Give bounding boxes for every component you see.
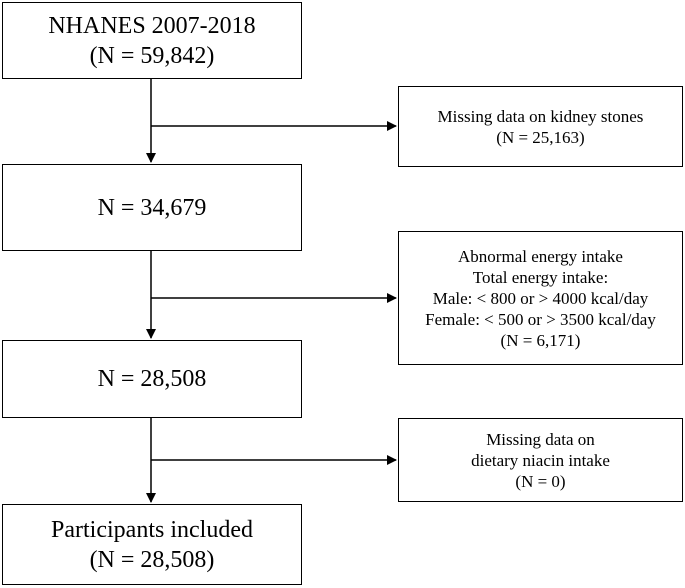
box-exclusion-niacin-reason-2: dietary niacin intake <box>471 450 610 470</box>
box-participants-included-title: Participants included <box>51 516 253 543</box>
box-exclusion-kidney-stones <box>398 86 683 167</box>
box-after-energy-exclusion <box>2 340 302 418</box>
box-exclusion-energy-intake-female-criteria: Female: < 500 or > 3500 kcal/day <box>425 309 656 329</box>
box-after-energy-exclusion-count: N = 28,508 <box>97 366 207 392</box>
box-exclusion-energy-intake <box>398 231 683 365</box>
box-exclusion-energy-intake-criteria-title: Total energy intake: <box>472 267 609 287</box>
box-exclusion-kidney-stones-reason: Missing data on kidney stones <box>437 106 644 126</box>
box-after-kidney-exclusion <box>2 164 302 251</box>
box-nhanes-total-title: NHANES 2007-2018 <box>48 12 256 39</box>
box-nhanes-total <box>2 2 302 79</box>
box-exclusion-niacin-count: (N = 0) <box>515 471 566 491</box>
box-nhanes-total-count: (N = 59,842) <box>89 42 215 69</box>
box-exclusion-energy-intake-reason: Abnormal energy intake <box>458 246 623 266</box>
box-participants-included-count: (N = 28,508) <box>89 546 215 573</box>
box-exclusion-energy-intake-count: (N = 6,171) <box>500 330 581 350</box>
box-exclusion-niacin <box>398 418 683 502</box>
box-exclusion-niacin-reason-1: Missing data on <box>486 429 595 449</box>
box-exclusion-energy-intake-male-criteria: Male: < 800 or > 4000 kcal/day <box>432 288 649 308</box>
box-after-kidney-exclusion-count: N = 34,679 <box>97 194 207 221</box>
box-exclusion-kidney-stones-count: (N = 25,163) <box>496 127 585 147</box>
box-participants-included <box>2 504 302 585</box>
